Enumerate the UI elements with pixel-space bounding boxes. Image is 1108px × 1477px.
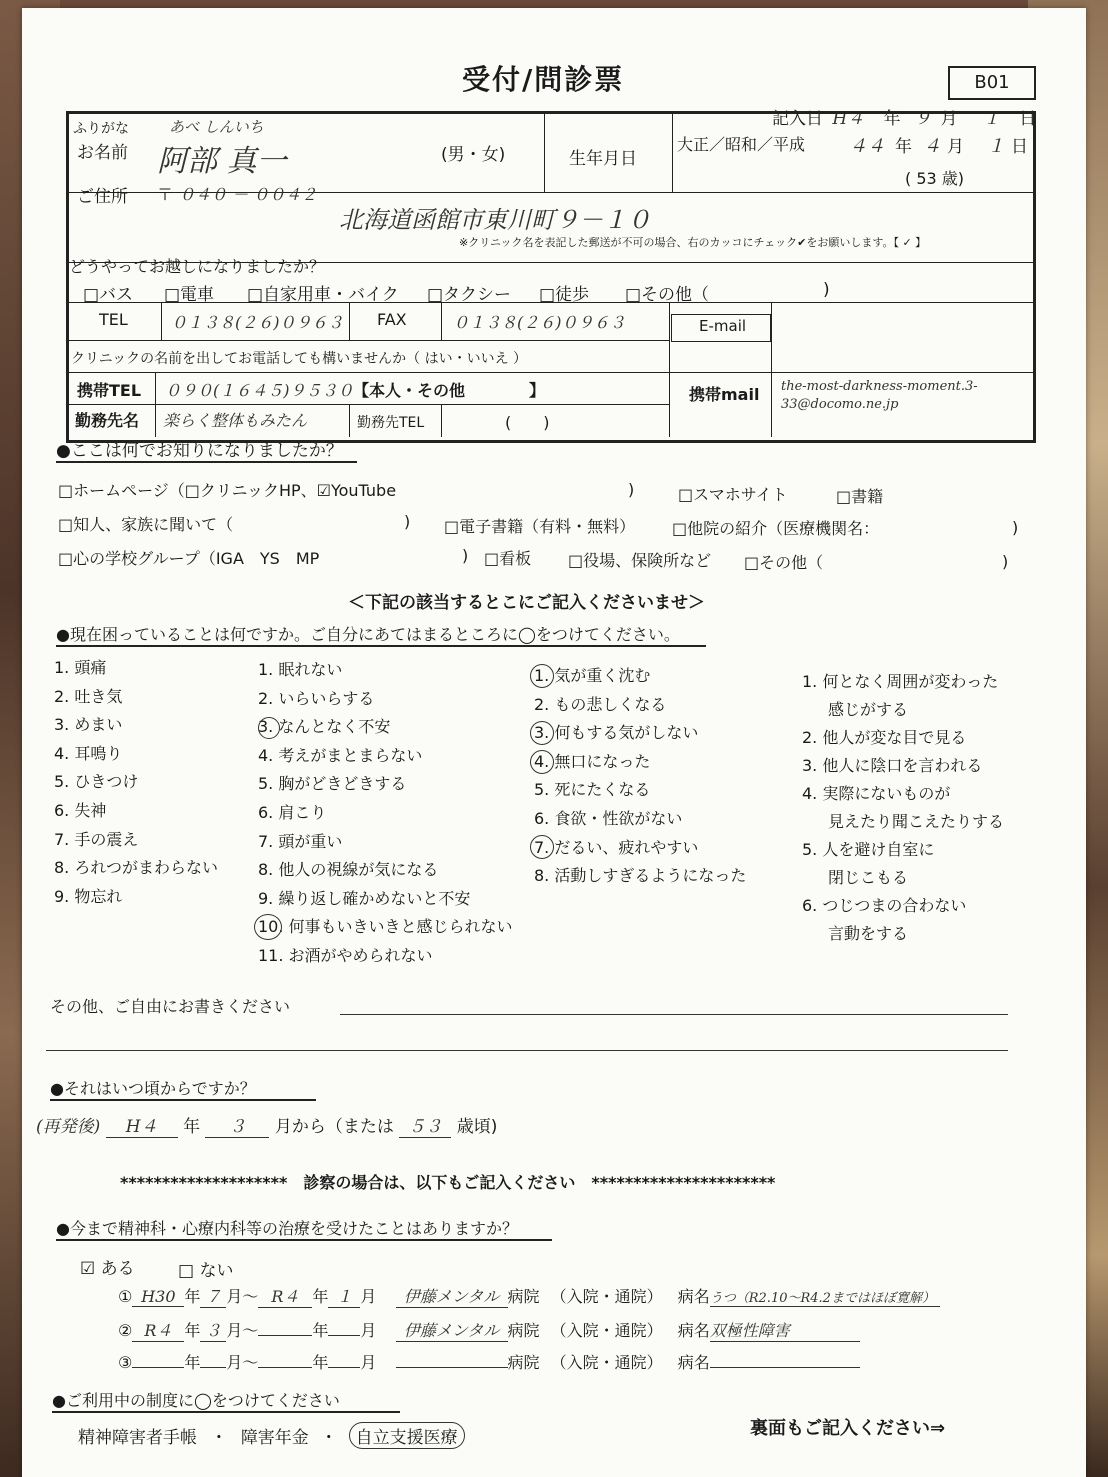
referral-signboard[interactable]: □看板 <box>484 549 532 568</box>
referral-kokoro-group[interactable]: □心の学校グループ（IGA YS MP <box>58 549 320 568</box>
symptom-item[interactable]: 4. 考えがまとまらない <box>258 745 423 765</box>
symptom-item[interactable]: 1. 頭痛 <box>54 658 107 677</box>
tel-label: TEL <box>99 310 128 329</box>
sex-field: (男・女) <box>441 145 506 165</box>
symptom-item-cont: 感じがする <box>828 700 909 719</box>
transport-option-taxi[interactable]: □タクシー <box>427 285 512 305</box>
history-row: ① H30 年 ７ 月～ R４ 年 １ 月 伊藤メンタル 病院 （入院・通院） 病名うつ（R2.10～R4.2まではほぼ寛解） <box>118 1284 940 1308</box>
mobile-owner: 【本人・その他 】 <box>353 381 546 400</box>
mobile-mail-value: the-most-darkness-moment.3-33@docomo.ne.jp <box>781 379 978 412</box>
symptom-item[interactable]: 7. 頭が重い <box>258 831 343 851</box>
onset-question: ●それはいつ頃からですか？ <box>50 1076 316 1101</box>
transport-option-other[interactable]: □その他（ <box>625 285 710 305</box>
selection-circle <box>530 664 554 688</box>
symptoms-col-perception <box>802 668 1042 948</box>
system-independence-support-circled[interactable]: 自立支援医療 <box>349 1422 465 1449</box>
symptom-item[interactable]: 9. 物忘れ <box>54 886 123 906</box>
symptom-item[interactable]: 5. 人を避け自室に <box>802 840 935 859</box>
selection-circle <box>530 835 554 859</box>
selection-circle <box>530 750 554 774</box>
symptom-item-circled[interactable]: 3. 何もする気がしない <box>534 723 699 743</box>
symptom-item[interactable]: 2. 他人が変な目で見る <box>802 728 967 747</box>
instruction-banner: ＜下記の該当するとこにご記入くださいませ＞ <box>348 593 705 613</box>
transport-question: どうやってお越しになりましたか？ <box>69 257 326 276</box>
referral-acquaintance[interactable]: □知人、家族に聞いて（ <box>58 515 234 534</box>
dob-month: ４ <box>923 136 941 157</box>
symptom-item[interactable]: 8. 活動しすぎるようになった <box>534 866 747 886</box>
symptom-item[interactable]: 1. 何となく周囲が変わった <box>802 672 999 691</box>
other-notes-line-2[interactable] <box>46 1050 1008 1051</box>
symptom-item[interactable]: 8. ろれつがまわらない <box>54 858 219 878</box>
symptom-item-cont: 見えたり聞こえたりする <box>828 812 1005 831</box>
symptom-item[interactable]: 11. お酒がやめられない <box>258 945 433 965</box>
transport-option-bus[interactable]: □バス <box>83 285 134 305</box>
referral-smartphone[interactable]: □スマホサイト <box>678 485 788 504</box>
referral-book[interactable]: □書籍 <box>836 487 884 506</box>
symptom-item[interactable]: 3. 他人に陰口を言われる <box>802 756 983 775</box>
symptom-item[interactable]: 1. 眠れない <box>258 660 343 679</box>
history-no[interactable]: □ ない <box>178 1261 234 1281</box>
dob-year: ４４ <box>849 136 885 157</box>
symptoms-col-physical <box>54 654 254 911</box>
form-title: 受付/問診票 <box>462 63 625 96</box>
symptom-item[interactable]: 6. つじつまの合わない <box>802 896 967 915</box>
symptom-item-cont: 言動をする <box>828 924 909 943</box>
symptom-item-cont: 閉じこもる <box>828 868 909 887</box>
mobile-label: 携帯TEL <box>77 381 142 400</box>
systems-options: 精神障害者手帳 ・ 障害年金 ・ 自立支援医療 <box>78 1422 465 1449</box>
symptom-item-circled[interactable]: 4. 無口になった <box>534 751 651 771</box>
referral-ebook[interactable]: □電子書籍（有料・無料） <box>444 517 636 536</box>
tel-value: ０１３８(２６)０９６３ <box>171 313 344 332</box>
symptom-item[interactable]: 7. 手の震え <box>54 829 139 849</box>
transport-option-walk[interactable]: □徒歩 <box>539 285 590 305</box>
address-value: 北海道函館市東川町９－１０ <box>339 206 651 234</box>
entry-date: 記入日 H４ 年 ９ 月 １ 日 <box>772 109 1037 129</box>
back-page-note: 裏面もご記入ください⇒ <box>750 1418 946 1439</box>
fax-value: ０１３８(２６)０９６３ <box>453 313 626 332</box>
symptom-item-circled[interactable]: 1. 気が重く沈む <box>534 666 651 685</box>
dob-label: 生年月日 <box>569 149 637 169</box>
fax-label: FAX <box>377 310 407 329</box>
symptom-item[interactable]: 4. 実際にないものが <box>802 784 951 803</box>
symptom-item[interactable]: 8. 他人の視線が気になる <box>258 860 439 880</box>
other-notes-label: その他、ご自由にお書きください <box>50 997 291 1016</box>
symptom-item-circled[interactable]: 7. だるい、疲れやすい <box>534 837 699 857</box>
system-handbook[interactable]: 精神障害者手帳 <box>78 1428 197 1448</box>
transport-option-car[interactable]: □自家用車・バイク <box>247 285 399 305</box>
address-note: ※クリニック名を表記した郵送が不可の場合、右のカッコにチェック✔をお願いします。【 ✓ 】 <box>459 236 927 249</box>
selection-circle <box>258 717 280 739</box>
work-label: 勤務先名 <box>75 411 140 430</box>
referral-other[interactable]: □その他（ <box>744 553 824 572</box>
selection-circle <box>530 721 554 745</box>
system-pension[interactable]: 障害年金 <box>240 1428 309 1448</box>
symptom-item-circled[interactable]: 10. 何事もいきいきと感じられない <box>258 917 513 937</box>
history-row: ② R４ 年 ３ 月～ 年 月 伊藤メンタル 病院 （入院・通院） 病名双極性障害 <box>118 1318 860 1342</box>
symptom-item[interactable]: 6. 失神 <box>54 800 107 820</box>
dob-eras: 大正／昭和／平成 <box>677 135 806 154</box>
other-notes-line[interactable] <box>340 1014 1008 1015</box>
symptoms-question: ●現在困っていることは何ですか。ご自分にあてはまるところに◯をつけてください。 <box>56 622 706 647</box>
age-field: ( 53 歳) <box>905 169 965 188</box>
form-sheet: 受付/問診票 B01 記入日 H４ 年 ９ 月 １ 日 ふりがな あべ しんいち お名前 阿部 真一 (男・女) 生年月日 大正／昭和／平成 ４４ 年 ４ 月 １ 日 ( 53 歳) ご住所 〒 ０４０ － ００４２ 北海道函館市東川町９－１０ ※クリニック名を表記した郵送が不可の場合、右のカッコにチェック✔をお願いします。【 ✓ 】 どうやってお越しになりましたか？ □バス □電車 □自家用車・バイク □タクシー □徒歩 □その他（ ) TEL ０１３８(２６)０９６３ FAX ０１３８(２６)０９６３ E-mail クリニックの名前を出してお電話しても構いませんか（ はい・いいえ ） 携帯TEL ０９０(１６４５)９５３０ 【本人・その他 】 携帯mail the-most-darkness-moment.3-33@docomo.ne.jp 勤務先名 楽らく整体もみたん 勤務先TEL ( ) ●ここは何でお知りになりましたか？ □ホームページ（□クリニックHP、☑YouTube ) □スマホサイト □書籍 □知人、家族に聞いて（ ) □電子書籍（有料・無料） □他院の紹介（医療機関名： ) □心の学校グループ（IGA YS MP ) □看板 □役場、保険所など □その他（ ) ＜下記の該当するとこにご記入くださいませ＞ ●現在困っていることは何ですか。ご自分にあてはまるところに◯をつけてください。 1. 頭痛 2. 吐き気 3. めまい 4. 耳鳴り 5. ひきつけ 6. 失神 7. 手の震え 8. ろれつがまわらない 9. 物忘れ 1. 眠れない 2. いらいらする 3. なんとなく不安 4. 考えがまとまらない 5. 胸がどきどきする 6. 肩こり 7. 頭が重い 8. 他人の視線が気になる 9. 繰り返し確かめないと不安 10. 何事もいきいきと感じられない 11. お酒がやめられない 1. 気が重く沈む 2. もの悲しくなる 3. 何もする気がしない 4. 無口になった 5. 死にたくなる 6. 食欲・性欲がない 7. だるい、疲れやすい 8. 活動しすぎるようになった 1. 何となく周囲が変わった 感じがする 2. 他人が変な目で見る 3. 他人に陰口を言われる 4. 実際にないものが 見えたり聞こえたりする 5. 人を避け自室に 閉じこもる 6. つじつまの合わない 言動をする その他、ご自由にお書きください ●それはいつ頃からですか？ (再発後) H４ 年 ３ 月から（または ５３ 歳頃) ******************** 診察の場合は、以下もご記入ください ********************** ●今まで精神科・心療内科等の治療を受けたことはありますか？ ☑ ある □ ない ① H30 年 ７ 月～ R４ 年 １ 月 伊藤メンタル 病院 （入院・通院） 病名うつ（R2.10～R4.2まではほぼ寛解） ② R４ 年 ３ 月～ 年 月 伊藤メンタル 病院 （入院・通院） 病名双極性障害 ③ 年 月～ 年 月 病院 （入院・通院） 病名 ●ご利用中の制度に◯をつけてください 精神障害者手帳 ・ 障害年金 ・ 自立支援医療 裏面もご記入ください⇒ <box>22 8 1086 1477</box>
symptoms-col-anxiety <box>258 656 548 971</box>
work-value: 楽らく整体もみたん <box>163 411 308 430</box>
dob-day: １ <box>987 136 1005 157</box>
postal-code: ０４０ － ００４２ <box>179 185 318 204</box>
referral-other-clinic[interactable]: □他院の紹介（医療機関名： <box>672 519 880 538</box>
symptom-item[interactable]: 2. もの悲しくなる <box>534 694 667 714</box>
symptom-item[interactable]: 2. 吐き気 <box>54 686 123 706</box>
furigana-label: ふりがな <box>73 121 129 137</box>
symptom-item-circled[interactable]: 3. なんとなく不安 <box>258 717 391 737</box>
form-code: B01 <box>948 66 1036 100</box>
onset-answer: (再発後) H４ 年 ３ 月から（または ５３ 歳頃) <box>36 1112 497 1138</box>
symptom-item[interactable]: 5. 胸がどきどきする <box>258 774 407 794</box>
address-label: ご住所 <box>77 187 128 207</box>
mobile-mail-label: 携帯mail <box>689 385 760 404</box>
symptom-item[interactable]: 5. 死にたくなる <box>534 780 651 800</box>
symptom-item[interactable]: 9. 繰り返し確かめないと不安 <box>258 888 471 908</box>
referral-homepage[interactable]: □ホームページ（□クリニックHP、☑YouTube <box>58 481 397 500</box>
referral-question: ●ここは何でお知りになりましたか？ <box>56 436 357 463</box>
mobile-value: ０９０(１６４５)９５３０ <box>165 381 354 400</box>
exam-banner: ******************** 診察の場合は、以下もご記入ください ********************** <box>120 1173 776 1192</box>
work-tel-value: ( ) <box>505 413 550 432</box>
symptom-item[interactable]: 2. いらいらする <box>258 688 375 708</box>
symptoms-col-depression <box>534 662 794 891</box>
furigana-value: あべ しんいち <box>169 118 264 136</box>
symptom-item[interactable]: 6. 食欲・性欲がない <box>534 808 683 828</box>
name-value: 阿部 真一 <box>157 144 287 179</box>
history-question: ●今まで精神科・心療内科等の治療を受けたことはありますか？ <box>56 1216 552 1241</box>
symptom-item[interactable]: 4. 耳鳴り <box>54 743 123 763</box>
work-tel-label: 勤務先TEL <box>357 415 425 431</box>
selection-circle <box>254 914 282 940</box>
patient-info-table: ふりがな あべ しんいち お名前 阿部 真一 (男・女) 生年月日 大正／昭和／平成 ４４ 年 ４ 月 １ 日 ( 53 歳) ご住所 〒 ０４０ － ００４２ 北海道函館市東川町９－１０ ※クリニック名を表記した郵送が不可の場合、右のカッコにチェック✔をお願いします。【 ✓ 】 どうやってお越しになりましたか？ □バス □電車 □自家用車・バイク □タクシー □徒歩 □その他（ ) TEL ０１３８(２６)０９６３ FAX ０１３８(２６)０９６３ E-mail クリニックの名前を出してお電話しても構いませんか（ はい・いいえ ） 携帯TEL ０９０(１６４５)９５３０ 【本人・その他 】 携帯mail the-most-darkness-moment.3-33@docomo.ne.jp 勤務先名 楽らく整体もみたん 勤務先TEL ( ) <box>66 111 1036 443</box>
call-permission: クリニックの名前を出してお電話しても構いませんか（ はい・いいえ ） <box>71 351 528 367</box>
name-label: お名前 <box>77 143 128 163</box>
symptom-item[interactable]: 3. めまい <box>54 715 123 735</box>
symptom-item[interactable]: 6. 肩こり <box>258 802 327 822</box>
referral-office[interactable]: □役場、保険所など <box>568 551 712 570</box>
systems-question: ●ご利用中の制度に◯をつけてください <box>52 1388 400 1413</box>
history-yes[interactable]: ☑ ある <box>80 1259 135 1279</box>
history-row: ③ 年 月～ 年 月 病院 （入院・通院） 病名 <box>118 1350 860 1373</box>
symptom-item[interactable]: 5. ひきつけ <box>54 772 139 792</box>
email-label: E-mail <box>699 317 747 335</box>
transport-option-train[interactable]: □電車 <box>164 285 215 305</box>
